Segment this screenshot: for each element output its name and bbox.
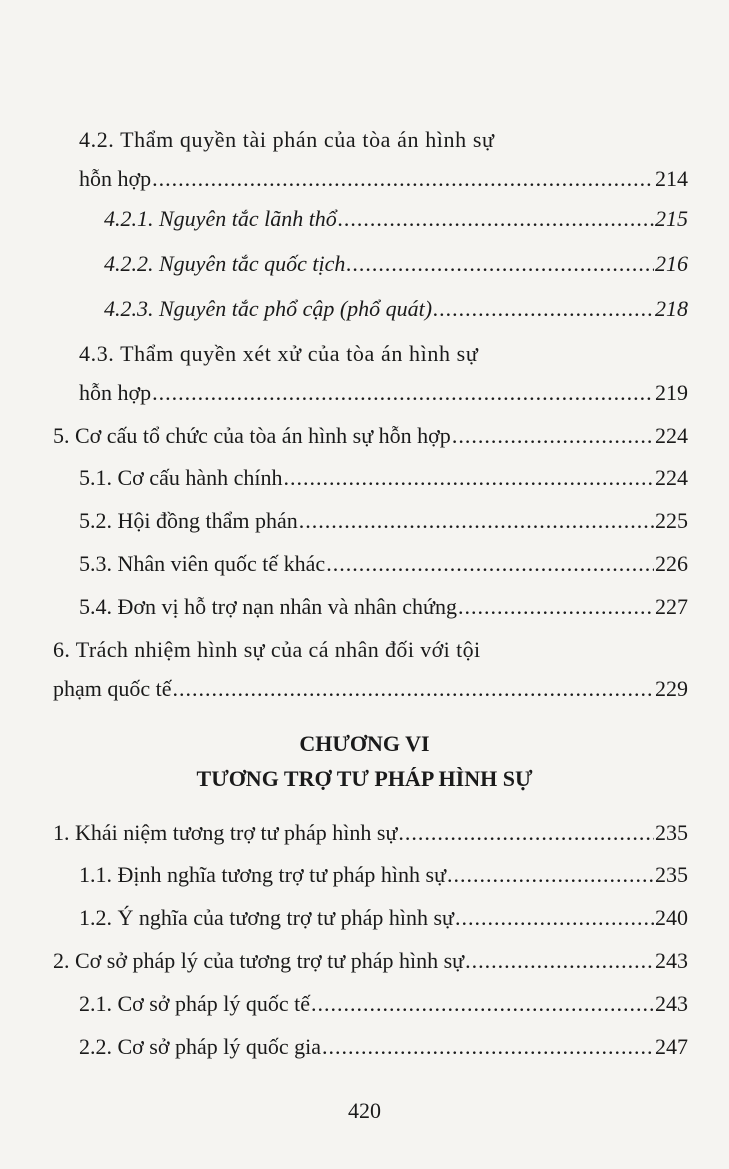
toc-entry-1-1 xyxy=(79,862,688,888)
toc-label: 5.1. Cơ cấu hành chính xyxy=(79,465,283,490)
toc-page-number: 243 xyxy=(655,991,688,1016)
toc-label: 1. Khái niệm tương trợ tư pháp hình sự xyxy=(53,820,398,845)
toc-entry-6 xyxy=(53,676,688,702)
toc-label: 2.2. Cơ sở pháp lý quốc gia xyxy=(79,1034,322,1059)
toc-line-text: 4.2. Thẩm quyền tài phán của tòa án hình sự xyxy=(79,127,495,152)
toc-entry-4-3 xyxy=(79,380,688,406)
toc-entry-6-line1 xyxy=(53,637,673,663)
toc-entry-4-2 xyxy=(79,166,688,192)
toc-entry-5 xyxy=(53,423,688,449)
dot-leader xyxy=(322,1034,654,1060)
toc-entry-1-2 xyxy=(79,905,688,931)
toc-label: 4.2.2. Nguyên tắc quốc tịch xyxy=(104,251,346,276)
dot-leader xyxy=(433,296,654,322)
toc-entry-2-1 xyxy=(79,991,688,1017)
toc-entry-4-2-2 xyxy=(104,251,688,277)
toc-page-number: 224 xyxy=(655,423,688,448)
toc-entry-2 xyxy=(53,948,688,974)
dot-leader xyxy=(465,948,654,974)
toc-label: 5. Cơ cấu tổ chức của tòa án hình sự hỗn hợp xyxy=(53,423,451,448)
toc-page-number: 219 xyxy=(655,380,688,405)
dot-leader xyxy=(338,206,654,232)
toc-label: 2.1. Cơ sở pháp lý quốc tế xyxy=(79,991,311,1016)
toc-page-number: 226 xyxy=(655,551,688,576)
page-number: 420 xyxy=(348,1098,381,1123)
dot-leader xyxy=(346,251,654,277)
chapter-number: CHƯƠNG VI xyxy=(299,731,430,756)
toc-line-text: 6. Trách nhiệm hình sự của cá nhân đối với tội xyxy=(53,637,481,662)
dot-leader xyxy=(299,508,654,534)
toc-label: phạm quốc tế xyxy=(53,676,172,701)
toc-page-number: 235 xyxy=(655,820,688,845)
chapter-title: TƯƠNG TRỢ TƯ PHÁP HÌNH SỰ xyxy=(196,766,533,791)
toc-label: 5.2. Hội đồng thẩm phán xyxy=(79,508,298,533)
toc-entry-4-3-line1 xyxy=(79,341,685,367)
toc-entry-2-2 xyxy=(79,1034,688,1060)
toc-page-number: 216 xyxy=(655,251,688,276)
toc-page-number: 243 xyxy=(655,948,688,973)
toc-entry-4-2-1 xyxy=(104,206,688,232)
toc-page-number: 224 xyxy=(655,465,688,490)
dot-leader xyxy=(447,862,654,888)
dot-leader xyxy=(283,465,654,491)
toc-entry-4-2-line1 xyxy=(79,127,685,153)
dot-leader xyxy=(173,676,654,702)
dot-leader xyxy=(152,380,654,406)
dot-leader xyxy=(458,594,654,620)
dot-leader xyxy=(452,423,654,449)
toc-page-number: 229 xyxy=(655,676,688,701)
dot-leader xyxy=(398,820,654,846)
toc-entry-5-1 xyxy=(79,465,688,491)
toc-page-number: 247 xyxy=(655,1034,688,1059)
toc-page-number: 218 xyxy=(655,296,688,321)
dot-leader xyxy=(455,905,654,931)
toc-page-number: 235 xyxy=(655,862,688,887)
toc-label: 2. Cơ sở pháp lý của tương trợ tư pháp hình sự xyxy=(53,948,465,973)
toc-line-text: 4.3. Thẩm quyền xét xử của tòa án hình sự xyxy=(79,341,479,366)
toc-entry-4-2-3 xyxy=(104,296,688,322)
toc-page-number: 227 xyxy=(655,594,688,619)
toc-entry-5-2 xyxy=(79,508,688,534)
toc-label: 1.1. Định nghĩa tương trợ tư pháp hình sự xyxy=(79,862,447,887)
toc-label: 4.2.1. Nguyên tắc lãnh thổ xyxy=(104,206,337,231)
toc-label: 4.2.3. Nguyên tắc phổ cập (phổ quát) xyxy=(104,296,433,321)
toc-entry-5-4 xyxy=(79,594,688,620)
toc-label: 5.4. Đơn vị hỗ trợ nạn nhân và nhân chứng xyxy=(79,594,457,619)
dot-leader xyxy=(326,551,654,577)
toc-page-number: 215 xyxy=(655,206,688,231)
toc-entry-5-3 xyxy=(79,551,688,577)
toc-page-number: 240 xyxy=(655,905,688,930)
dot-leader xyxy=(152,166,654,192)
toc-label: 1.2. Ý nghĩa của tương trợ tư pháp hình sự xyxy=(79,905,454,930)
toc-label: hỗn hợp xyxy=(79,166,152,191)
toc-page-number: 214 xyxy=(655,166,688,191)
dot-leader xyxy=(311,991,654,1017)
toc-page-number: 225 xyxy=(655,508,688,533)
toc-label: 5.3. Nhân viên quốc tế khác xyxy=(79,551,326,576)
toc-entry-1 xyxy=(53,820,688,846)
toc-label: hỗn hợp xyxy=(79,380,152,405)
